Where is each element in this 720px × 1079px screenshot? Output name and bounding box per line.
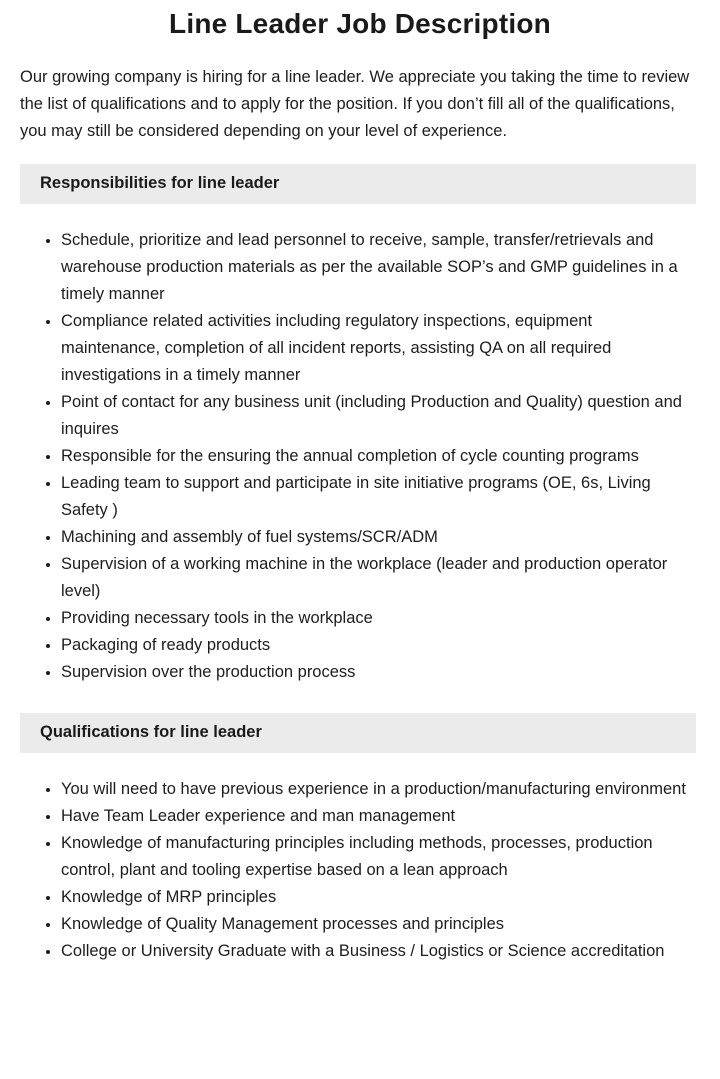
list-item: • Have Team Leader experience and man management: [61, 803, 695, 830]
list-item: • Machining and assembly of fuel systems/SCR/ADM: [61, 524, 695, 551]
list-item: • Supervision of a working machine in the workplace (leader and production operator level): [61, 551, 695, 605]
list-item: • You will need to have previous experience in a production/manufacturing environment: [61, 776, 695, 803]
list-item: • College or University Graduate with a Business / Logistics or Science accreditation: [61, 938, 695, 965]
list-item: • Schedule, prioritize and lead personnel to receive, sample, transfer/retrievals and warehouse production materials as per the available SOP’s and GMP guidelines in a timely manner: [61, 227, 695, 308]
list-item: • Supervision over the production process: [61, 659, 695, 686]
list-item: • Knowledge of manufacturing principles including methods, processes, production control, plant and tooling expertise based on a lean approach: [61, 830, 695, 884]
list-item: • Packaging of ready products: [61, 632, 695, 659]
page-title: Line Leader Job Description: [169, 8, 551, 39]
list-item: • Point of contact for any business unit (including Production and Quality) question and inquires: [61, 389, 695, 443]
list-item: • Knowledge of MRP principles: [61, 884, 695, 911]
list-item: • Knowledge of Quality Management processes and principles: [61, 911, 695, 938]
section-header-responsibilities: Responsibilities for line leader: [20, 164, 696, 204]
responsibilities-list: [20, 227, 695, 686]
list-item: • Providing necessary tools in the workplace: [61, 605, 695, 632]
section-header-qualifications: Qualifications for line leader: [20, 713, 696, 753]
list-item: • Responsible for the ensuring the annual completion of cycle counting programs: [61, 443, 695, 470]
qualifications-list: [20, 776, 695, 965]
intro-paragraph: Our growing company is hiring for a line leader. We appreciate you taking the time to review the list of qualifications and to apply for the position. If you don’t fill all of the qualifications, you may still be considered depending on your level of experience.: [20, 68, 690, 140]
list-item: • Compliance related activities including regulatory inspections, equipment maintenance, completion of all incident reports, assisting QA on all required investigations in a timely manner: [61, 308, 695, 389]
list-item: • Leading team to support and participate in site initiative programs (OE, 6s, Living Safety ): [61, 470, 695, 524]
